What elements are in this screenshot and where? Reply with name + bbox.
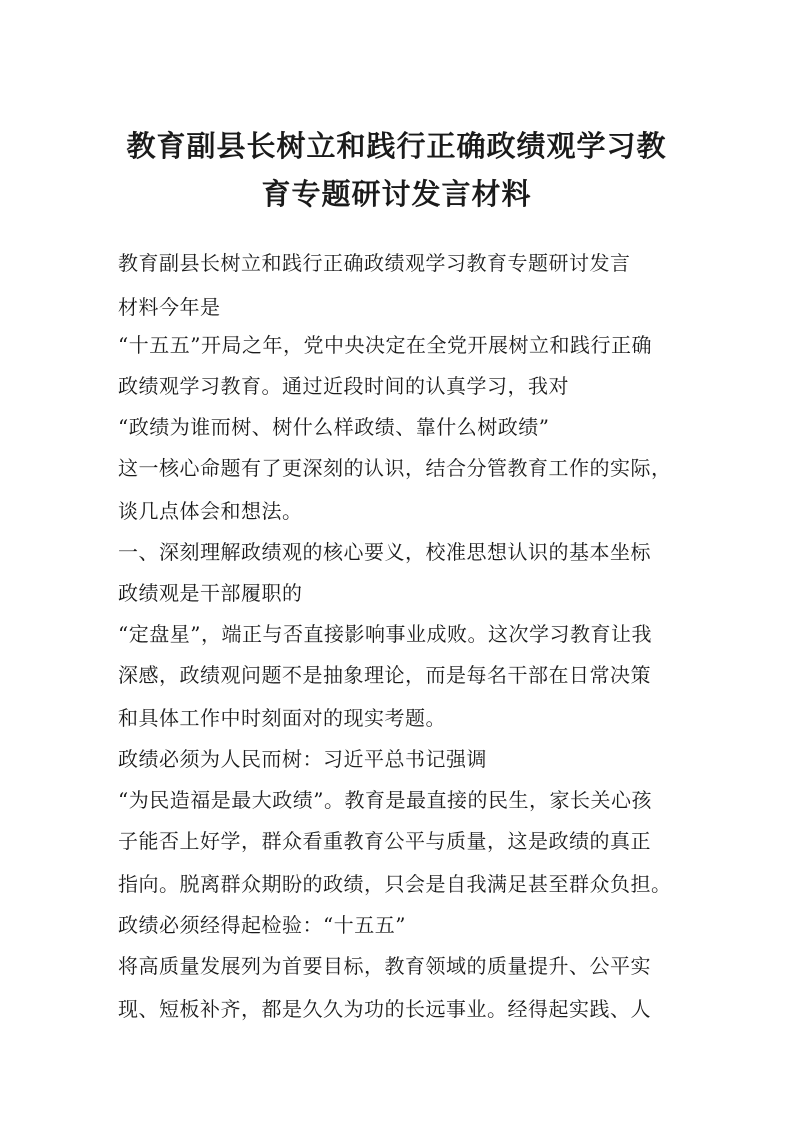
body-line-18: 将高质量发展列为首要目标，教育领域的质量提升、公平实: [118, 954, 651, 978]
body-line-4: 政绩观学习教育。通过近段时间的认真学习，我对: [118, 374, 569, 398]
body-line-10: “定盘星”，端正与否直接影响事业成败。这次学习教育让我: [118, 622, 652, 646]
body-line-1: 教育副县长树立和践行正确政绩观学习教育专题研讨发言: [118, 251, 631, 275]
body-line-19: 现、短板补齐，都是久久为功的长远事业。经得起实践、人: [118, 997, 651, 1021]
body-line-16: 指向。脱离群众期盼的政绩，只会是自我满足甚至群众负担。: [118, 872, 672, 896]
body-line-9: 政绩观是干部履职的: [118, 581, 303, 605]
document-title-line-1: 教育副县长树立和践行正确政绩观学习教: [126, 129, 667, 163]
body-line-11: 深感，政绩观问题不是抽象理论，而是每名干部在日常决策: [118, 663, 651, 687]
body-line-7: 谈几点体会和想法。: [118, 499, 303, 523]
body-line-14: “为民造福是最大政绩”。教育是最直接的民生，家长关心孩: [118, 788, 652, 812]
body-line-12: 和具体工作中时刻面对的现实考题。: [118, 706, 446, 730]
body-line-2: 材料今年是: [118, 295, 221, 319]
body-line-5: “政绩为谁而树、树什么样政绩、靠什么树政绩”: [118, 415, 550, 439]
document-title-line-2: 育专题研讨发言材料: [261, 177, 532, 211]
section-heading-1: 一、深刻理解政绩观的核心要义，校准思想认识的基本坐标: [118, 540, 651, 564]
body-line-15: 子能否上好学，群众看重教育公平与质量，这是政绩的真正: [118, 829, 651, 853]
body-line-13: 政绩必须为人民而树：习近平总书记强调: [118, 747, 487, 771]
body-line-3: “十五五”开局之年，党中央决定在全党开展树立和践行正确: [118, 333, 652, 357]
body-line-6: 这一核心命题有了更深刻的认识，结合分管教育工作的实际，: [118, 456, 672, 480]
body-line-17: 政绩必须经得起检验：“十五五”: [118, 913, 406, 937]
